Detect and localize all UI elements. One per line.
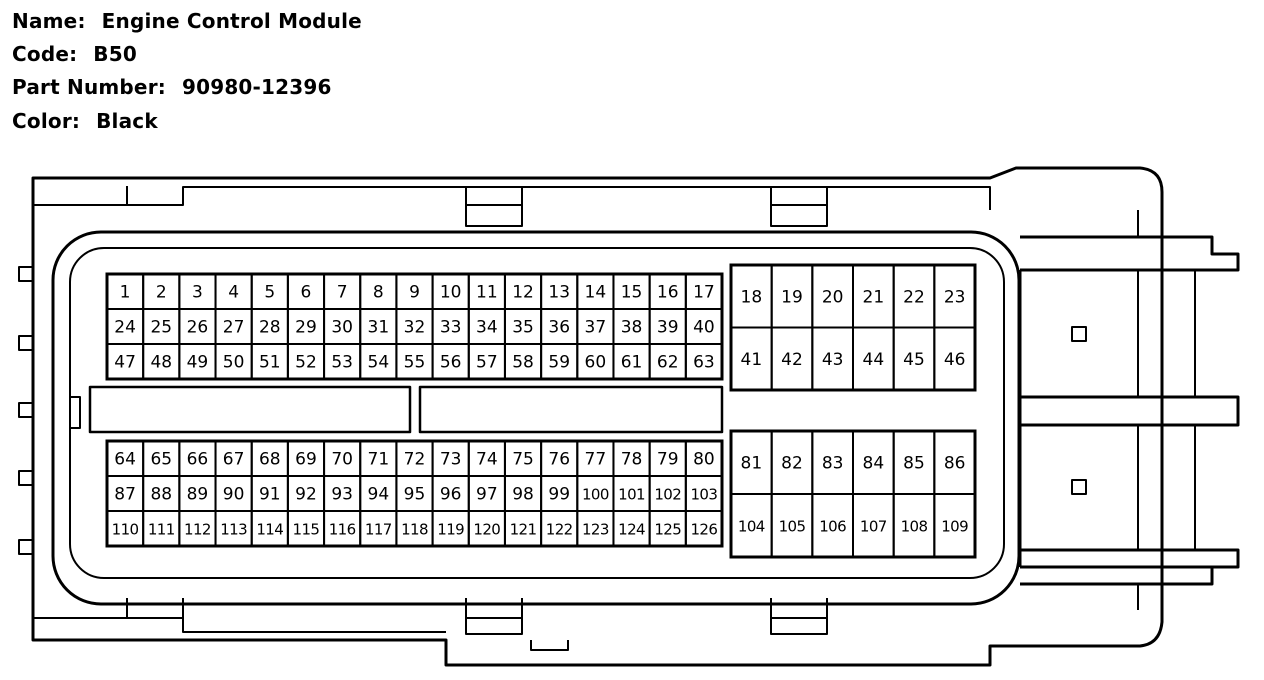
top-tab-center xyxy=(466,186,522,226)
pin-label-6: 6 xyxy=(300,282,312,303)
pin-label-73: 73 xyxy=(439,449,462,470)
pin-label-79: 79 xyxy=(656,449,679,470)
pin-label-58: 58 xyxy=(512,352,534,373)
pin-label-84: 84 xyxy=(862,453,885,474)
side-clip-2 xyxy=(19,336,33,350)
lever-window-bottom xyxy=(1072,480,1086,494)
pin-label-85: 85 xyxy=(903,453,925,474)
pin-label-86: 86 xyxy=(943,453,966,474)
bottom-right-pins xyxy=(731,431,975,557)
pin-label-78: 78 xyxy=(620,449,643,470)
pin-label-66: 66 xyxy=(186,449,209,470)
side-clip-3 xyxy=(19,403,33,417)
bottom-left-pins xyxy=(107,441,722,546)
pin-label-41: 41 xyxy=(740,349,763,370)
pin-label-62: 62 xyxy=(656,352,679,373)
part-number-label: Part Number: xyxy=(12,75,166,100)
pin-label-51: 51 xyxy=(258,352,281,373)
pin-label-110: 110 xyxy=(111,520,139,539)
bottom-tab-left xyxy=(127,598,183,618)
pin-label-11: 11 xyxy=(476,282,498,303)
pin-label-109: 109 xyxy=(941,517,969,536)
pin-label-44: 44 xyxy=(862,349,885,370)
pin-label-42: 42 xyxy=(781,349,803,370)
pin-label-15: 15 xyxy=(620,282,643,303)
pin-label-121: 121 xyxy=(509,520,537,539)
pin-label-38: 38 xyxy=(620,317,643,338)
pin-label-102: 102 xyxy=(654,485,682,504)
pin-label-34: 34 xyxy=(476,317,498,338)
pin-label-116: 116 xyxy=(328,520,356,539)
frame-notch xyxy=(70,397,80,428)
pin-label-30: 30 xyxy=(331,317,353,338)
pin-label-88: 88 xyxy=(150,484,173,505)
pin-label-92: 92 xyxy=(295,484,317,505)
pin-label-40: 40 xyxy=(693,317,715,338)
pin-label-120: 120 xyxy=(473,520,501,539)
pin-label-43: 43 xyxy=(821,349,844,370)
code-value: B50 xyxy=(93,41,137,66)
pin-label-99: 99 xyxy=(548,484,571,505)
key-strip-right xyxy=(420,387,722,432)
pin-label-126: 126 xyxy=(690,520,718,539)
pin-label-97: 97 xyxy=(476,484,498,505)
pin-label-36: 36 xyxy=(548,317,571,338)
pin-label-65: 65 xyxy=(150,449,173,470)
pin-label-35: 35 xyxy=(512,317,534,338)
pin-label-23: 23 xyxy=(943,287,966,308)
name-label: Name: xyxy=(12,8,86,33)
pin-label-21: 21 xyxy=(862,287,885,308)
pin-label-82: 82 xyxy=(781,453,803,474)
pin-label-113: 113 xyxy=(220,520,248,539)
pin-label-96: 96 xyxy=(439,484,462,505)
pin-label-12: 12 xyxy=(512,282,534,303)
pin-label-39: 39 xyxy=(656,317,679,338)
pin-label-19: 19 xyxy=(781,287,803,308)
pin-label-26: 26 xyxy=(186,317,209,338)
code-label: Code: xyxy=(12,41,78,66)
pin-label-75: 75 xyxy=(512,449,534,470)
pin-label-104: 104 xyxy=(737,517,765,536)
pin-label-5: 5 xyxy=(264,282,276,303)
pin-label-70: 70 xyxy=(331,449,353,470)
key-strip-left xyxy=(90,387,410,432)
color-label: Color: xyxy=(12,108,81,133)
pin-label-80: 80 xyxy=(693,449,715,470)
top-right-pins xyxy=(731,265,975,390)
side-clip-5 xyxy=(19,540,33,554)
pin-label-112: 112 xyxy=(184,520,211,539)
pin-label-83: 83 xyxy=(821,453,844,474)
pin-grid xyxy=(107,265,975,557)
pin-label-124: 124 xyxy=(618,520,645,539)
pin-label-123: 123 xyxy=(581,520,609,539)
pin-label-108: 108 xyxy=(900,517,928,536)
pin-label-20: 20 xyxy=(821,287,844,308)
pin-label-95: 95 xyxy=(403,484,426,505)
pin-label-125: 125 xyxy=(654,520,682,539)
pin-label-63: 63 xyxy=(693,352,715,373)
pin-label-91: 91 xyxy=(258,484,281,505)
pin-label-122: 122 xyxy=(545,520,573,539)
pin-label-59: 59 xyxy=(548,352,571,373)
pin-label-77: 77 xyxy=(584,449,607,470)
pin-label-81: 81 xyxy=(740,453,763,474)
pin-label-14: 14 xyxy=(584,282,607,303)
pin-label-7: 7 xyxy=(336,282,348,303)
pin-label-4: 4 xyxy=(228,282,240,303)
pin-label-57: 57 xyxy=(476,352,498,373)
pin-label-117: 117 xyxy=(364,520,392,539)
pin-label-17: 17 xyxy=(693,282,715,303)
pin-label-68: 68 xyxy=(258,449,281,470)
pin-label-33: 33 xyxy=(439,317,462,338)
housing-outline xyxy=(33,168,1162,665)
pin-label-50: 50 xyxy=(222,352,245,373)
pin-label-8: 8 xyxy=(372,282,384,303)
top-left-pins xyxy=(107,274,722,379)
pin-label-106: 106 xyxy=(819,517,847,536)
color-value: Black xyxy=(96,108,158,133)
pin-label-56: 56 xyxy=(439,352,462,373)
pin-label-22: 22 xyxy=(903,287,925,308)
pin-label-45: 45 xyxy=(903,349,925,370)
pin-label-60: 60 xyxy=(584,352,607,373)
pin-label-25: 25 xyxy=(150,317,173,338)
pin-label-9: 9 xyxy=(409,282,420,303)
pin-label-52: 52 xyxy=(295,352,317,373)
pin-label-76: 76 xyxy=(548,449,571,470)
pin-label-31: 31 xyxy=(367,317,390,338)
pin-label-67: 67 xyxy=(222,449,245,470)
side-clip-4 xyxy=(19,471,33,485)
pin-label-61: 61 xyxy=(620,352,643,373)
pin-label-107: 107 xyxy=(859,517,887,536)
pin-label-3: 3 xyxy=(192,282,203,303)
pin-label-18: 18 xyxy=(740,287,763,308)
lever-window-top xyxy=(1072,327,1086,341)
pin-label-101: 101 xyxy=(618,485,645,504)
housing-inner-line xyxy=(33,187,990,632)
top-tab-left xyxy=(127,186,180,205)
pin-label-13: 13 xyxy=(548,282,571,303)
pin-label-47: 47 xyxy=(114,352,136,373)
pin-label-114: 114 xyxy=(256,520,284,539)
pin-label-118: 118 xyxy=(401,520,428,539)
side-clip-1 xyxy=(19,267,33,281)
bottom-notch xyxy=(531,640,568,650)
pin-label-53: 53 xyxy=(331,352,353,373)
name-value: Engine Control Module xyxy=(101,8,362,33)
pin-label-1: 1 xyxy=(119,282,131,303)
pin-label-48: 48 xyxy=(150,352,173,373)
pin-label-94: 94 xyxy=(367,484,390,505)
pin-label-24: 24 xyxy=(114,317,136,338)
pin-label-64: 64 xyxy=(114,449,136,470)
pin-label-119: 119 xyxy=(437,520,465,539)
pin-label-93: 93 xyxy=(331,484,353,505)
pin-label-105: 105 xyxy=(778,517,806,536)
pin-label-100: 100 xyxy=(581,485,609,504)
pin-label-27: 27 xyxy=(222,317,245,338)
pin-label-49: 49 xyxy=(186,352,209,373)
pin-label-29: 29 xyxy=(295,317,317,338)
pin-label-16: 16 xyxy=(656,282,679,303)
pin-label-28: 28 xyxy=(258,317,281,338)
pin-label-115: 115 xyxy=(292,520,320,539)
pin-label-89: 89 xyxy=(186,484,209,505)
pin-label-98: 98 xyxy=(512,484,534,505)
pin-label-90: 90 xyxy=(222,484,245,505)
pin-label-103: 103 xyxy=(690,485,718,504)
pin-label-37: 37 xyxy=(584,317,607,338)
part-number-value: 90980-12396 xyxy=(181,75,332,100)
pin-label-74: 74 xyxy=(476,449,498,470)
pin-label-111: 111 xyxy=(147,520,175,539)
pin-label-71: 71 xyxy=(367,449,390,470)
pin-label-72: 72 xyxy=(403,449,426,470)
pin-label-55: 55 xyxy=(403,352,426,373)
pin-label-46: 46 xyxy=(943,349,966,370)
lever-body xyxy=(1020,237,1238,584)
pin-label-87: 87 xyxy=(114,484,136,505)
pin-label-10: 10 xyxy=(439,282,462,303)
pin-label-69: 69 xyxy=(295,449,317,470)
pin-label-2: 2 xyxy=(155,282,167,303)
top-tab-right xyxy=(771,186,827,226)
pin-label-32: 32 xyxy=(403,317,426,338)
pin-label-54: 54 xyxy=(367,352,390,373)
